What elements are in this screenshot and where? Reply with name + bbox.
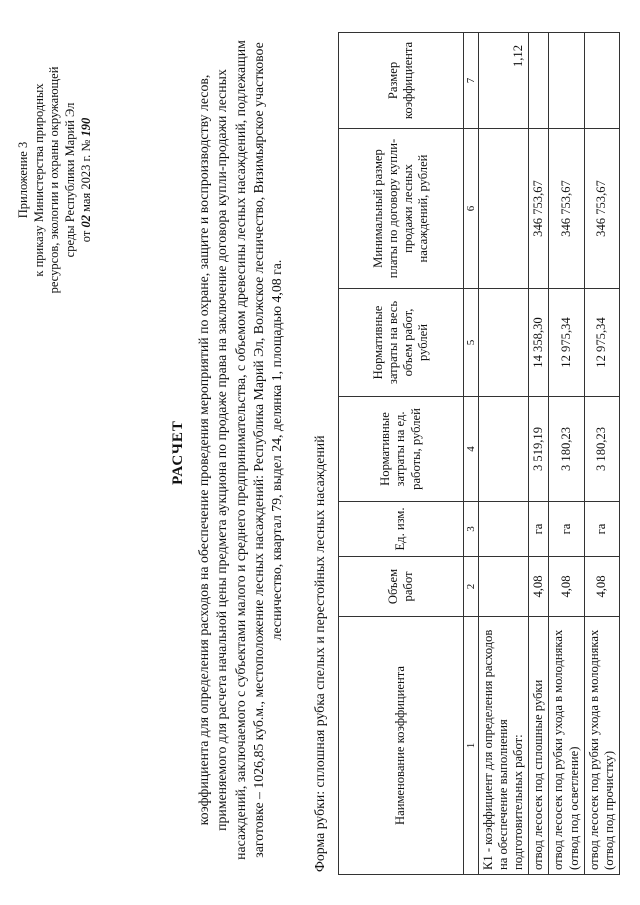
row-name: К1 - коэффициент для определения расходов на обеспечение выполнения подготовительных работ:	[479, 617, 529, 875]
header-cell: Нормативные затраты на ед. работы, рублей	[339, 397, 464, 502]
row-volume	[479, 557, 529, 617]
table-row	[549, 33, 584, 875]
intro-paragraph: коэффициента для определения расходов на обеспечение проведения мероприятий по охране, защите и воспроизводству лесов, применяемого для расчета начальной цены предмета аукциона по продаже права на заключение договора купли-продажи лесных насаждений, заключаемого с субъектами малого и среднего предпринимательства, с объемом древесины лесных насаждений, подлежащим заготовке – 1026,85 куб.м., местоположение лесных насаждений: Республика Марий Эл, Волжское лесничество, Визимьярское участковое лесничество, квартал 79, выдел 24, делянка 1, площадью 4,08 га.	[196, 40, 285, 860]
table-header-row	[339, 33, 464, 875]
row-norm-total: 14 358,30	[529, 289, 549, 397]
row-norm-total	[479, 289, 529, 397]
row-coefficient: 1,12	[479, 33, 529, 129]
column-number-row	[464, 33, 479, 875]
row-coefficient	[549, 33, 584, 129]
header-cell: Минимальный размер платы по договору купли-продажи лесных насаждений, рублей	[339, 129, 464, 289]
row-min-pay	[479, 129, 529, 289]
row-unit	[479, 502, 529, 557]
row-norm-unit	[479, 397, 529, 502]
table-row	[584, 33, 619, 875]
header-cell: Нормативные затраты на весь объем работ, рублей	[339, 289, 464, 397]
appendix-date-line	[79, 15, 95, 345]
row-norm-total: 12 975,34	[549, 289, 584, 397]
row-unit: га	[584, 502, 619, 557]
column-number: 3	[464, 502, 479, 557]
appendix-line: к приказу Министерства природных	[31, 83, 46, 277]
appendix-line: ресурсов, экологии и охраны окружающей	[47, 66, 62, 294]
row-volume: 4,08	[529, 557, 549, 617]
row-min-pay: 346 753,67	[584, 129, 619, 289]
date-rest: мая 2023 г. №	[78, 139, 93, 212]
column-number: 2	[464, 557, 479, 617]
row-unit: га	[529, 502, 549, 557]
row-unit: га	[549, 502, 584, 557]
header-cell: Ед. изм.	[339, 502, 464, 557]
table-row	[529, 33, 549, 875]
row-volume: 4,08	[549, 557, 584, 617]
header-cell: Размер коэффициента	[339, 33, 464, 129]
row-coefficient	[584, 33, 619, 129]
row-norm-unit: 3 180,23	[549, 397, 584, 502]
column-number: 6	[464, 129, 479, 289]
row-name: отвод лесосек под рубки ухода в молодняках (отвод под осветление)	[549, 617, 584, 875]
row-min-pay: 346 753,67	[529, 129, 549, 289]
cutting-form-line: Форма рубки: сплошная рубка спелых и перестойных лесных насаждений	[312, 435, 327, 872]
column-number: 7	[464, 33, 479, 129]
row-volume: 4,08	[584, 557, 619, 617]
order-number: 190	[78, 117, 93, 137]
header-cell: Наименование коэффициента	[339, 617, 464, 875]
date-prefix: от	[78, 230, 93, 243]
row-norm-unit: 3 180,23	[584, 397, 619, 502]
calculation-table	[338, 32, 620, 875]
row-name: отвод лесосек под сплошные рубки	[529, 617, 549, 875]
row-norm-total: 12 975,34	[584, 289, 619, 397]
header-cell: Объем работ	[339, 557, 464, 617]
row-min-pay: 346 753,67	[549, 129, 584, 289]
appendix-line: среды Республики Марий Эл	[62, 102, 77, 258]
row-norm-unit: 3 519,19	[529, 397, 549, 502]
date-day: 02	[78, 215, 93, 228]
column-number: 5	[464, 289, 479, 397]
column-number: 4	[464, 397, 479, 502]
table-row	[479, 33, 529, 875]
row-name: отвод лесосек под рубки ухода в молодняках (отвод под прочистку)	[584, 617, 619, 875]
appendix-line: Приложение 3	[16, 141, 30, 219]
column-number: 1	[464, 617, 479, 875]
row-coefficient	[529, 33, 549, 129]
document-title: РАСЧЕТ	[170, 420, 186, 485]
appendix-block	[16, 15, 94, 345]
